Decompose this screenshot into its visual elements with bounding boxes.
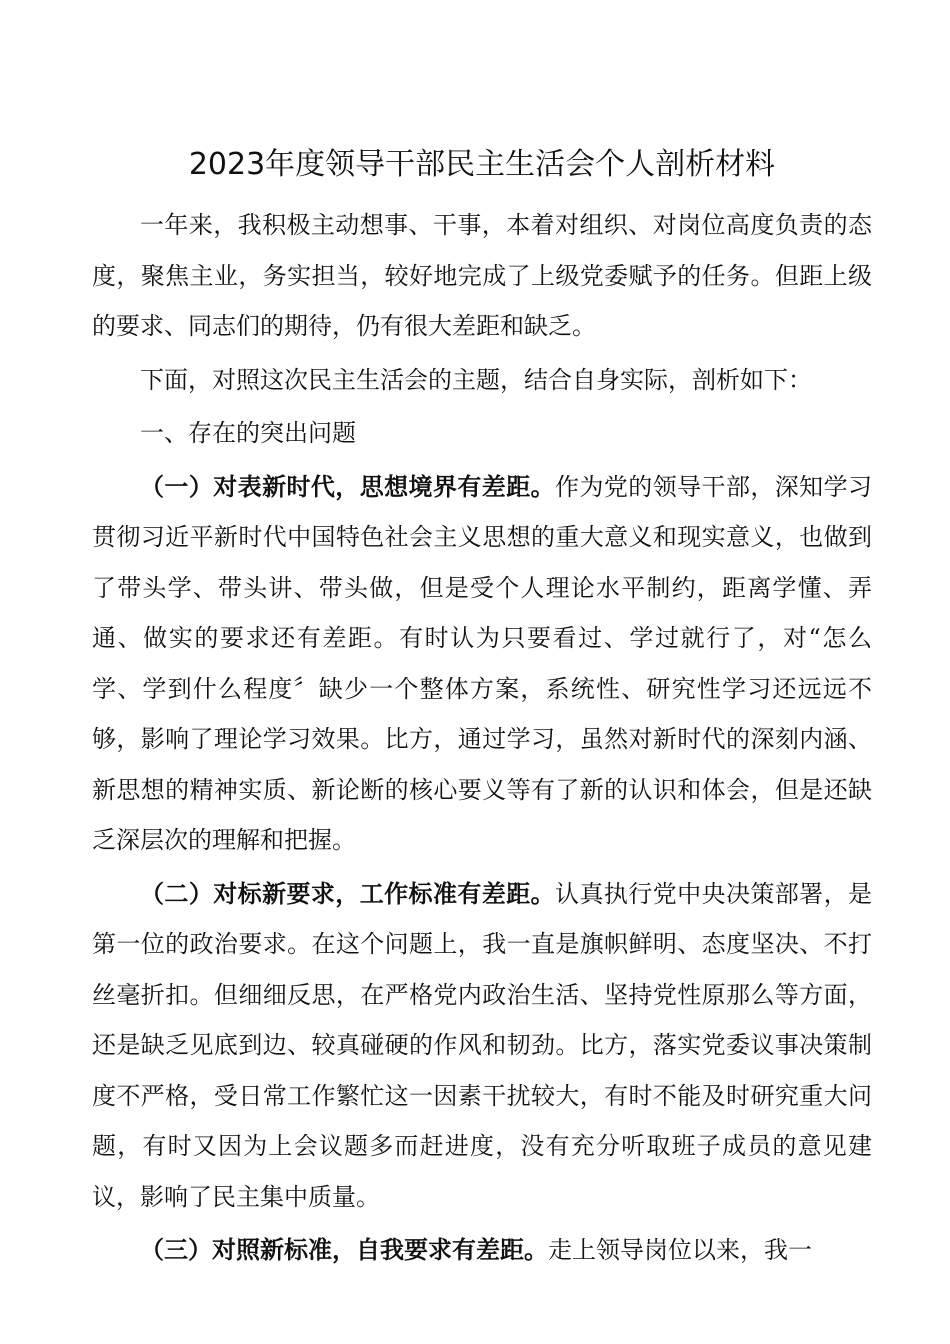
- section-heading: 一、存在的突出问题: [140, 419, 356, 447]
- intro-paragraph-2: 下面，对照这次民主生活会的主题，结合自身实际，剖析如下：: [140, 365, 812, 394]
- problem-item-2: [92, 869, 872, 1223]
- problem-item-3: [92, 1225, 872, 1276]
- document-page: [92, 138, 872, 1279]
- problem-item-2-body: 认真执行党中央决策部署，是第一位的政治要求。在这个问题上，我一直是旗帜鲜明、态度坚决、不打丝毫折扣。但细细反思，在严格党内政治生活、坚持党性原那么等方面，还是缺乏见底到边、较真碰硬的作风和韧劲。比方，落实党委议事决策制度不严格，受日常工作繁忙这一因素干扰较大，有时不能及时研究重大问题，有时又因为上会议题多而赶进度，没有充分听取班子成员的意见建议，影响了民主集中质量。: [92, 879, 873, 1211]
- document-title: 2023年度领导干部民主生活会个人剖析材料: [188, 147, 776, 182]
- problem-item-3-body: 走上领导岗位以来，我一: [548, 1236, 812, 1264]
- problem-item-2-lead: （二）对标新要求，工作标准有差距。: [140, 879, 556, 908]
- problem-item-1-lead: （一）对表新时代，思想境界有差距。: [140, 472, 556, 501]
- problem-item-1-body: 作为党的领导干部，深知学习贯彻习近平新时代中国特色社会主义思想的重大意义和现实意义，也做到了带头学、带头讲、带头做，但是受个人理论水平制约，距离学懂、弄通、做实的要求还有差距。有时认为只要看过、学过就行了，对“怎么学、学到什么程度〞缺少一个整体方案，系统性、研究性学习还远远不够，影响了理论学习效果。比方，通过学习，虽然对新时代的深刻内涵、新思想的精神实质、新论断的核心要义等有了新的认识和体会，但是还缺乏深层次的理解和把握。: [92, 472, 873, 854]
- intro-paragraph-1: 一年来，我积极主动想事、干事，本着对组织、对岗位高度负责的态度，聚焦主业，务实担当，较好地完成了上级党委赋予的任务。但距上级的要求、同志们的期待，仍有很大差距和缺乏。: [92, 211, 872, 340]
- problem-item-1: [92, 462, 872, 866]
- problem-item-3-lead: （三）对照新标准，自我要求有差距。: [140, 1236, 548, 1264]
